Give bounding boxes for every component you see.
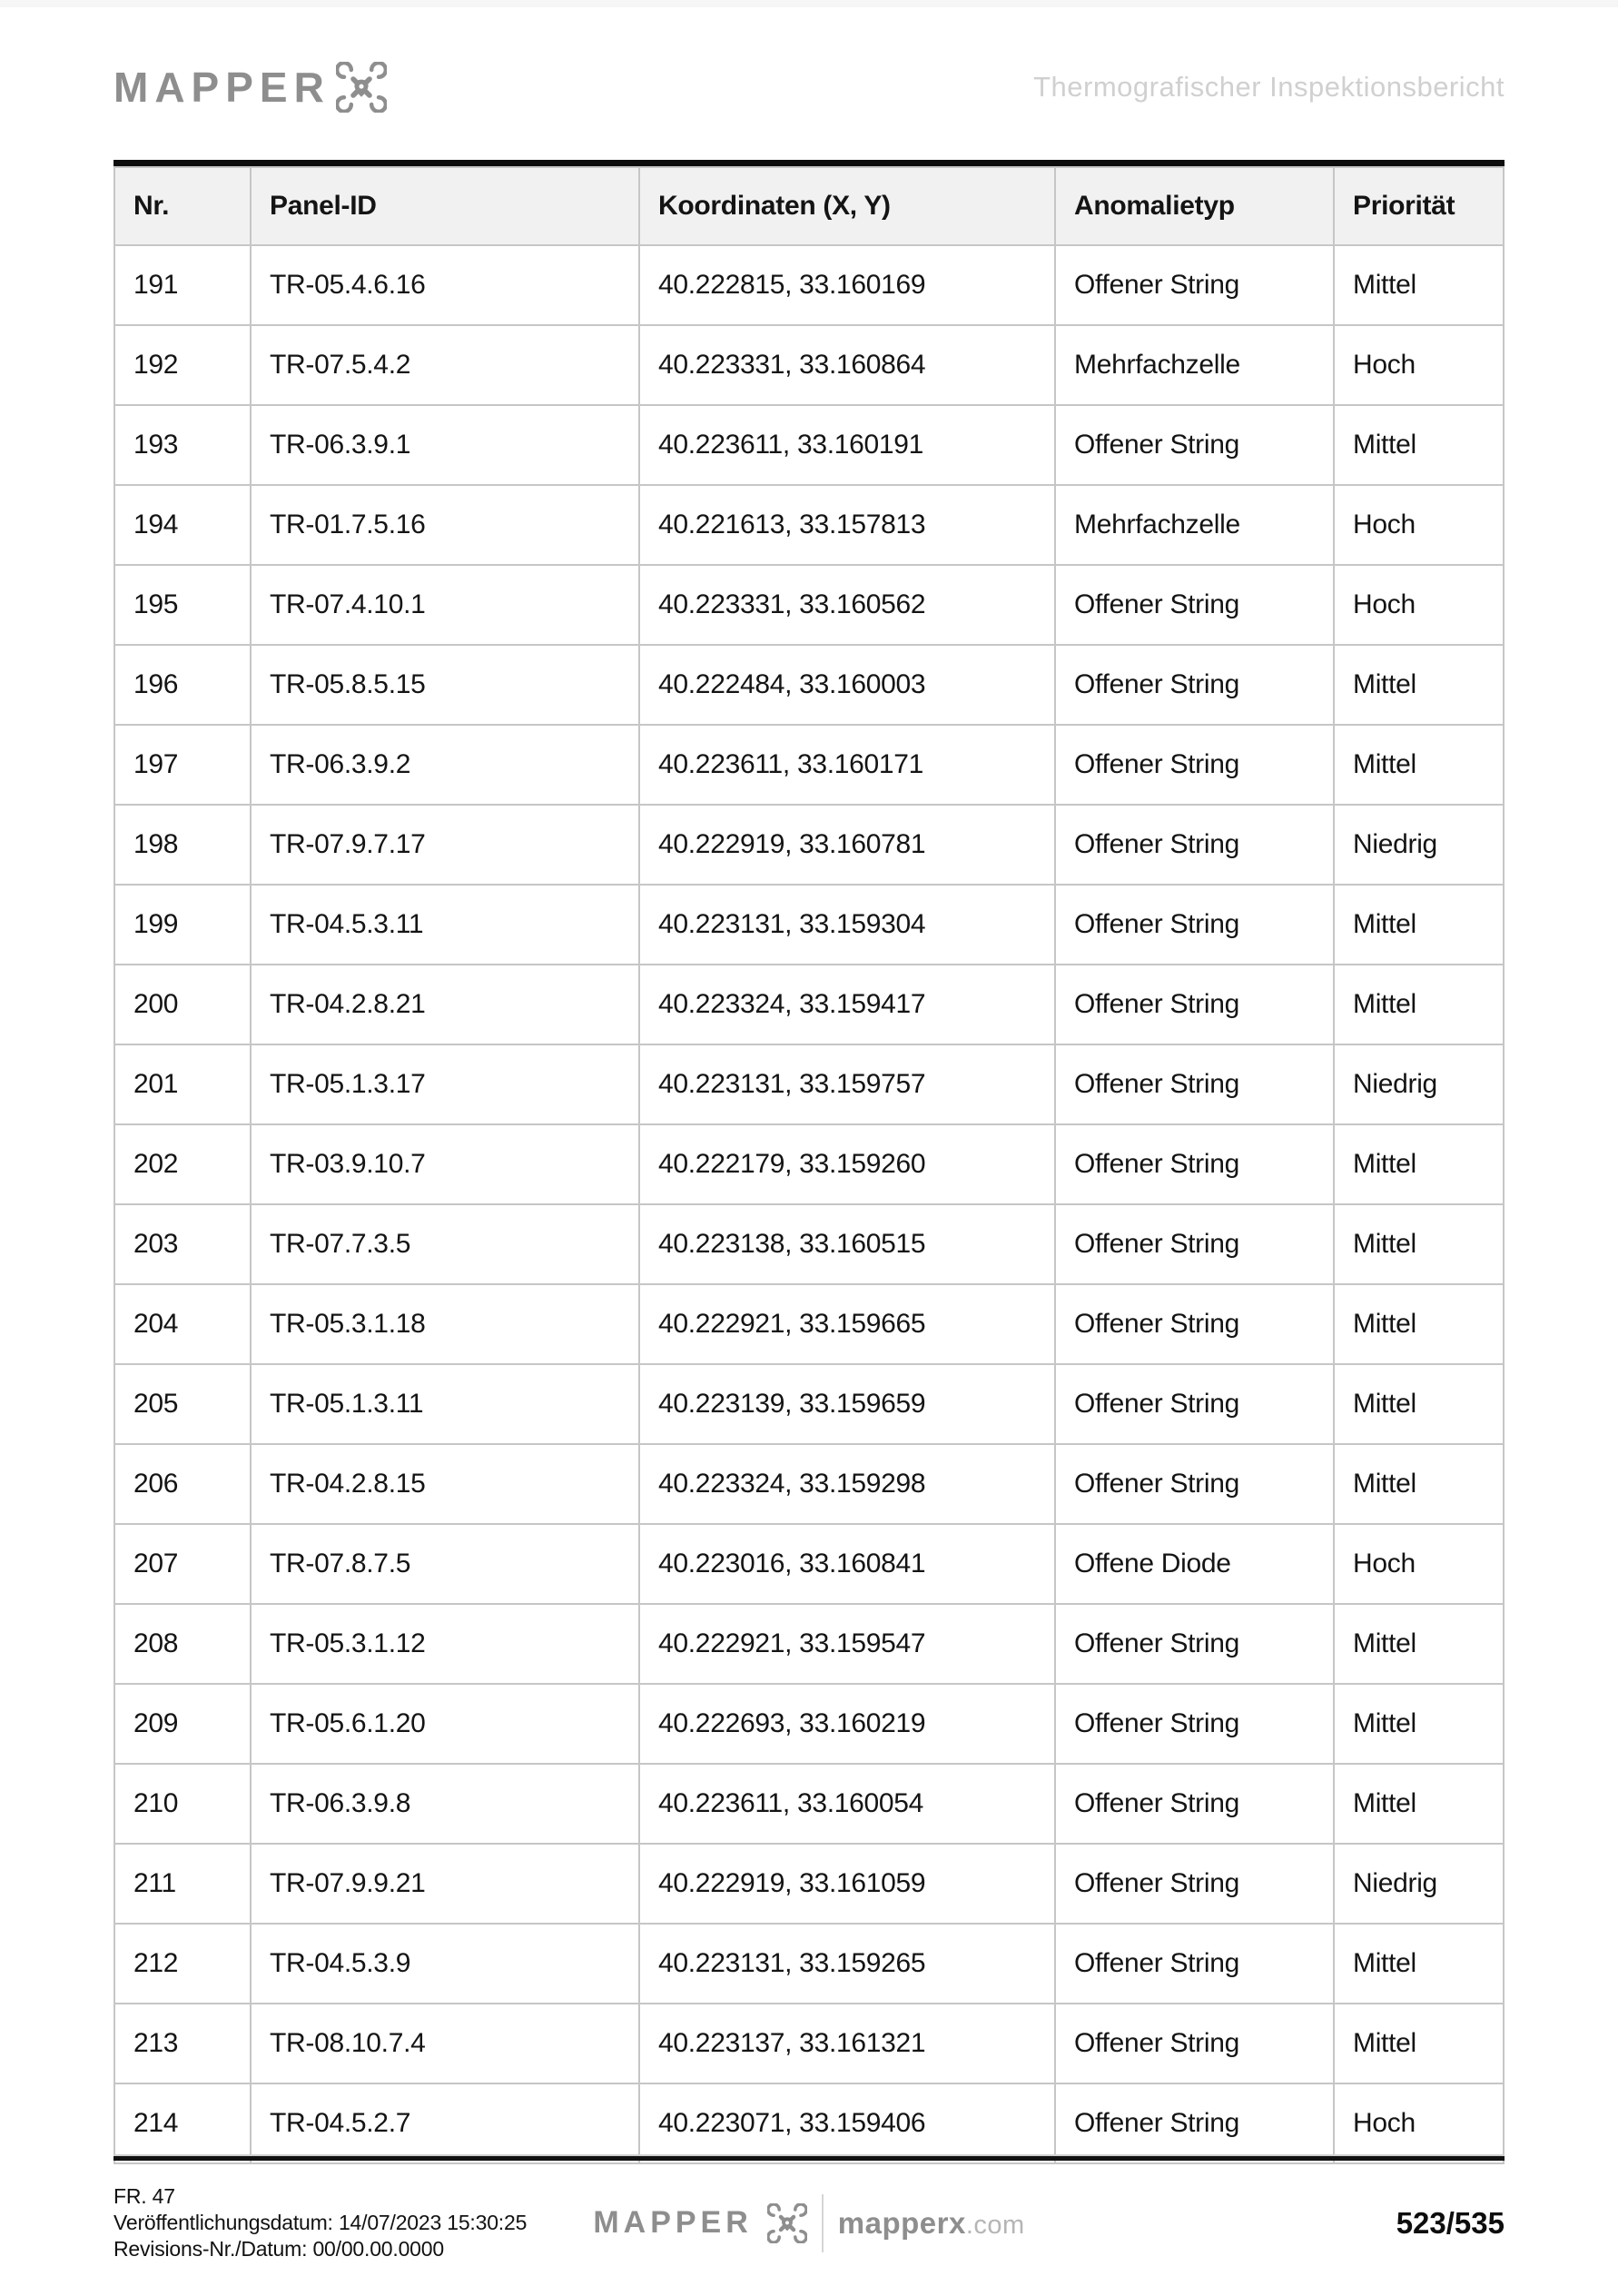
cell-anomaly-type: Offener String (1055, 565, 1334, 645)
cell-coordinates: 40.222693, 33.160219 (639, 1684, 1055, 1764)
column-header: Koordinaten (X, Y) (639, 167, 1055, 245)
cell-nr: 191 (114, 245, 251, 325)
cell-nr: 196 (114, 645, 251, 725)
cell-anomaly-type: Offener String (1055, 405, 1334, 485)
cell-priority: Hoch (1334, 2083, 1504, 2163)
cell-coordinates: 40.223131, 33.159265 (639, 1924, 1055, 2004)
cell-coordinates: 40.222815, 33.160169 (639, 245, 1055, 325)
cell-priority: Mittel (1334, 1364, 1504, 1444)
cell-priority: Hoch (1334, 1524, 1504, 1604)
cell-priority: Niedrig (1334, 1844, 1504, 1924)
cell-coordinates: 40.222921, 33.159547 (639, 1604, 1055, 1684)
cell-priority: Mittel (1334, 1444, 1504, 1524)
cell-nr: 200 (114, 965, 251, 1044)
cell-coordinates: 40.223139, 33.159659 (639, 1364, 1055, 1444)
cell-anomaly-type: Offener String (1055, 1204, 1334, 1284)
cell-anomaly-type: Offener String (1055, 1764, 1334, 1844)
footer-publish-date: Veröffentlichungsdatum: 14/07/2023 15:30:25 (113, 2211, 528, 2234)
cell-coordinates: 40.223611, 33.160171 (639, 725, 1055, 805)
cell-panel-id: TR-07.4.10.1 (251, 565, 639, 645)
cell-anomaly-type: Offener String (1055, 885, 1334, 965)
table-row (114, 325, 1504, 405)
brand-logo (113, 62, 387, 113)
cell-priority: Hoch (1334, 565, 1504, 645)
table-row (114, 1364, 1504, 1444)
cell-anomaly-type: Offener String (1055, 1684, 1334, 1764)
cell-anomaly-type: Offener String (1055, 1924, 1334, 2004)
cell-coordinates: 40.222921, 33.159665 (639, 1284, 1055, 1364)
cell-panel-id: TR-06.3.9.2 (251, 725, 639, 805)
table-row (114, 2083, 1504, 2163)
cell-priority: Niedrig (1334, 805, 1504, 885)
cell-coordinates: 40.222179, 33.159260 (639, 1124, 1055, 1204)
cell-nr: 211 (114, 1844, 251, 1924)
page-top-edge (0, 0, 1618, 7)
table-row (114, 1764, 1504, 1844)
cell-anomaly-type: Offener String (1055, 245, 1334, 325)
cell-panel-id: TR-05.1.3.11 (251, 1364, 639, 1444)
cell-coordinates: 40.222484, 33.160003 (639, 645, 1055, 725)
cell-panel-id: TR-04.5.2.7 (251, 2083, 639, 2163)
cell-nr: 192 (114, 325, 251, 405)
cell-priority: Mittel (1334, 245, 1504, 325)
cell-nr: 207 (114, 1524, 251, 1604)
cell-coordinates: 40.222919, 33.161059 (639, 1844, 1055, 1924)
table-body (114, 245, 1504, 2163)
cell-anomaly-type: Offener String (1055, 645, 1334, 725)
table-row (114, 1844, 1504, 1924)
anomaly-table-container (113, 160, 1505, 2164)
cell-nr: 194 (114, 485, 251, 565)
table-row (114, 405, 1504, 485)
cell-panel-id: TR-07.5.4.2 (251, 325, 639, 405)
table-row (114, 565, 1504, 645)
cell-priority: Mittel (1334, 2004, 1504, 2083)
cell-anomaly-type: Offener String (1055, 1604, 1334, 1684)
footer-document-info (113, 2183, 593, 2262)
cell-coordinates: 40.223324, 33.159417 (639, 965, 1055, 1044)
cell-nr: 206 (114, 1444, 251, 1524)
cell-nr: 212 (114, 1924, 251, 2004)
cell-coordinates: 40.223611, 33.160054 (639, 1764, 1055, 1844)
cell-panel-id: TR-04.2.8.21 (251, 965, 639, 1044)
cell-coordinates: 40.223016, 33.160841 (639, 1524, 1055, 1604)
cell-anomaly-type: Offener String (1055, 1124, 1334, 1204)
footer-divider-rule (113, 2154, 1505, 2161)
column-header: Priorität (1334, 167, 1504, 245)
cell-anomaly-type: Offene Diode (1055, 1524, 1334, 1604)
cell-panel-id: TR-05.4.6.16 (251, 245, 639, 325)
cell-priority: Mittel (1334, 725, 1504, 805)
footer-form-number: FR. 47 (113, 2184, 175, 2208)
cell-panel-id: TR-07.7.3.5 (251, 1204, 639, 1284)
cell-priority: Hoch (1334, 325, 1504, 405)
cell-anomaly-type: Offener String (1055, 2083, 1334, 2163)
drone-x-icon (336, 62, 387, 113)
cell-anomaly-type: Offener String (1055, 965, 1334, 1044)
cell-nr: 214 (114, 2083, 251, 2163)
cell-nr: 198 (114, 805, 251, 885)
cell-anomaly-type: Mehrfachzelle (1055, 485, 1334, 565)
report-title: Thermografischer Inspektionsbericht (1033, 71, 1505, 103)
table-row (114, 645, 1504, 725)
table-row (114, 885, 1504, 965)
cell-panel-id: TR-08.10.7.4 (251, 2004, 639, 2083)
cell-nr: 204 (114, 1284, 251, 1364)
table-row (114, 1124, 1504, 1204)
column-header: Anomalietyp (1055, 167, 1334, 245)
cell-priority: Mittel (1334, 1284, 1504, 1364)
column-header: Panel-ID (251, 167, 639, 245)
cell-panel-id: TR-06.3.9.1 (251, 405, 639, 485)
cell-coordinates: 40.223071, 33.159406 (639, 2083, 1055, 2163)
cell-panel-id: TR-01.7.5.16 (251, 485, 639, 565)
table-row (114, 1524, 1504, 1604)
footer-site-tld: .com (965, 2210, 1025, 2240)
cell-nr: 195 (114, 565, 251, 645)
cell-anomaly-type: Offener String (1055, 1284, 1334, 1364)
cell-coordinates: 40.223331, 33.160562 (639, 565, 1055, 645)
table-row (114, 1684, 1504, 1764)
cell-priority: Mittel (1334, 1204, 1504, 1284)
cell-priority: Mittel (1334, 645, 1504, 725)
cell-panel-id: TR-05.8.5.15 (251, 645, 639, 725)
footer-site-name: mapperx (837, 2205, 966, 2240)
cell-anomaly-type: Offener String (1055, 1044, 1334, 1124)
table-row (114, 245, 1504, 325)
cell-panel-id: TR-07.9.7.17 (251, 805, 639, 885)
table-row (114, 1604, 1504, 1684)
cell-panel-id: TR-04.2.8.15 (251, 1444, 639, 1524)
cell-nr: 209 (114, 1684, 251, 1764)
cell-priority: Mittel (1334, 1684, 1504, 1764)
page-footer (113, 2183, 1505, 2262)
cell-coordinates: 40.223131, 33.159757 (639, 1044, 1055, 1124)
cell-panel-id: TR-04.5.3.9 (251, 1924, 639, 2004)
cell-nr: 213 (114, 2004, 251, 2083)
cell-panel-id: TR-04.5.3.11 (251, 885, 639, 965)
cell-nr: 210 (114, 1764, 251, 1844)
cell-priority: Mittel (1334, 1764, 1504, 1844)
table-row (114, 1044, 1504, 1124)
table-row (114, 1204, 1504, 1284)
footer-drone-x-icon (767, 2203, 807, 2243)
footer-revision: Revisions-Nr./Datum: 00/00.00.0000 (113, 2237, 444, 2261)
cell-coordinates: 40.221613, 33.157813 (639, 485, 1055, 565)
cell-anomaly-type: Offener String (1055, 805, 1334, 885)
cell-priority: Mittel (1334, 405, 1504, 485)
cell-priority: Mittel (1334, 1604, 1504, 1684)
cell-coordinates: 40.223138, 33.160515 (639, 1204, 1055, 1284)
cell-priority: Mittel (1334, 1924, 1504, 2004)
cell-panel-id: TR-07.9.9.21 (251, 1844, 639, 1924)
footer-site-url (838, 2206, 1025, 2241)
cell-priority: Mittel (1334, 1124, 1504, 1204)
cell-coordinates: 40.223324, 33.159298 (639, 1444, 1055, 1524)
cell-panel-id: TR-06.3.9.8 (251, 1764, 639, 1844)
table-header-row (114, 167, 1504, 245)
table-row (114, 2004, 1504, 2083)
table-row (114, 1444, 1504, 1524)
cell-anomaly-type: Offener String (1055, 1364, 1334, 1444)
page-number: 523/535 (1396, 2205, 1505, 2240)
footer-vertical-divider (822, 2194, 824, 2252)
cell-panel-id: TR-05.6.1.20 (251, 1684, 639, 1764)
cell-anomaly-type: Offener String (1055, 1444, 1334, 1524)
table-row (114, 805, 1504, 885)
cell-panel-id: TR-05.3.1.18 (251, 1284, 639, 1364)
table-row (114, 485, 1504, 565)
cell-coordinates: 40.223611, 33.160191 (639, 405, 1055, 485)
cell-nr: 199 (114, 885, 251, 965)
cell-anomaly-type: Offener String (1055, 725, 1334, 805)
cell-coordinates: 40.223131, 33.159304 (639, 885, 1055, 965)
column-header: Nr. (114, 167, 251, 245)
cell-nr: 193 (114, 405, 251, 485)
table-row (114, 1924, 1504, 2004)
cell-panel-id: TR-07.8.7.5 (251, 1524, 639, 1604)
cell-nr: 203 (114, 1204, 251, 1284)
table-row (114, 725, 1504, 805)
table-row (114, 965, 1504, 1044)
cell-panel-id: TR-05.3.1.12 (251, 1604, 639, 1684)
cell-coordinates: 40.222919, 33.160781 (639, 805, 1055, 885)
cell-nr: 205 (114, 1364, 251, 1444)
cell-nr: 197 (114, 725, 251, 805)
cell-panel-id: TR-03.9.10.7 (251, 1124, 639, 1204)
cell-nr: 201 (114, 1044, 251, 1124)
cell-priority: Mittel (1334, 885, 1504, 965)
cell-anomaly-type: Offener String (1055, 2004, 1334, 2083)
page-header (113, 53, 1505, 122)
cell-panel-id: TR-05.1.3.17 (251, 1044, 639, 1124)
cell-nr: 202 (114, 1124, 251, 1204)
cell-priority: Hoch (1334, 485, 1504, 565)
anomaly-table (113, 166, 1505, 2164)
cell-priority: Mittel (1334, 965, 1504, 1044)
footer-brand-wordmark: MAPPER (593, 2205, 753, 2240)
cell-anomaly-type: Offener String (1055, 1844, 1334, 1924)
cell-priority: Niedrig (1334, 1044, 1504, 1124)
brand-wordmark: MAPPER (113, 64, 331, 111)
cell-coordinates: 40.223331, 33.160864 (639, 325, 1055, 405)
table-row (114, 1284, 1504, 1364)
cell-anomaly-type: Mehrfachzelle (1055, 325, 1334, 405)
footer-brand (593, 2194, 1024, 2252)
cell-nr: 208 (114, 1604, 251, 1684)
cell-coordinates: 40.223137, 33.161321 (639, 2004, 1055, 2083)
